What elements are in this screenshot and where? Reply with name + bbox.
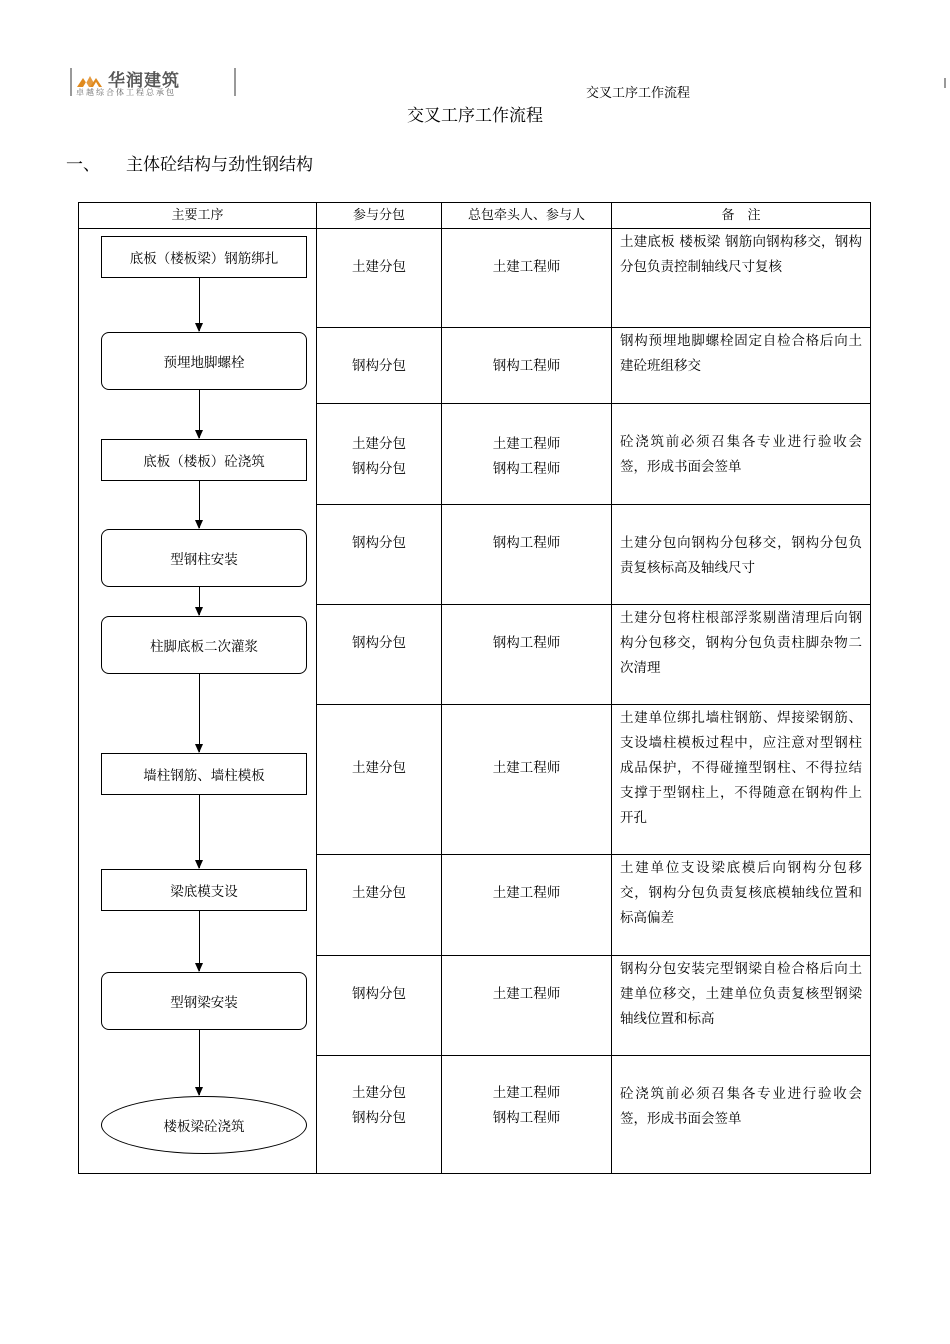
running-header: 交叉工序工作流程 [586,86,691,101]
header-main-step: 主要工序 [171,208,224,223]
header-subcontractor: 参与分包 [352,208,405,223]
subcontractor-cell: 土建分包 [352,259,406,275]
section-number: 一、 [66,155,100,175]
lead-cell: 土建工程师 钢构工程师 [492,436,561,477]
flow-step-label: 型钢柱安装 [170,552,238,568]
header-notes: 备 注 [721,208,761,223]
flow-step-box [101,972,307,1030]
subcontractor-cell: 钢构分包 [352,986,406,1002]
flow-arrow-icon [199,587,200,615]
section-title: 主体砼结构与劲性钢结构 [126,155,313,175]
flow-step-label: 楼板梁砼浇筑 [163,1119,245,1135]
flow-arrow-icon [199,674,200,752]
note-cell: 土建底板 楼板梁 钢筋向钢构移交，钢构分包负责控制轴线尺寸复核 [620,234,862,275]
flow-step-box [101,616,307,674]
flow-step-label: 型钢梁安装 [170,995,238,1011]
flow-step-box [101,439,307,481]
row-divider [317,327,870,328]
note-cell: 土建分包将柱根部浮浆剔凿清理后向钢构分包移交，钢构分包负责柱脚杂物二次清理 [620,610,862,676]
document-title-text: 交叉工序工作流程 [407,106,543,126]
lead-cell: 土建工程师 钢构工程师 [492,1085,561,1126]
row-divider [317,955,870,956]
flow-arrow-icon [199,481,200,528]
flow-step-box [101,236,307,278]
lead-cell: 土建工程师 [492,986,561,1002]
section-heading [66,150,313,175]
flow-step-label: 柱脚底板二次灌浆 [150,639,258,655]
flow-step-box [101,529,307,587]
subcontractor-cell: 土建分包 钢构分包 [352,1085,406,1126]
subcontractor-cell: 钢构分包 [352,358,406,374]
logo-name: 华润建筑 [108,71,180,91]
subcontractor-cell: 钢构分包 [352,535,406,551]
logo-mark-icon [76,70,102,88]
lead-cell: 土建工程师 [492,885,561,901]
lead-cell: 土建工程师 [492,760,561,776]
logo-divider-right [234,68,236,96]
flow-arrow-icon [199,1030,200,1095]
margin-mark [944,78,946,88]
note-cell: 土建分包向钢构分包移交，钢构分包负责复核标高及轴线尺寸 [620,535,862,576]
row-divider [317,704,870,705]
lead-cell: 钢构工程师 [492,535,561,551]
flow-arrow-icon [199,278,200,331]
flow-arrow-icon [199,390,200,438]
row-divider [317,1055,870,1056]
note-cell: 钢构分包安装完型钢梁自检合格后向土建单位移交，土建单位负责复核型钢梁轴线位置和标高 [620,961,862,1027]
note-cell: 砼浇筑前必须召集各专业进行验收会签，形成书面会签单 [620,1086,862,1127]
row-divider [317,403,870,404]
flow-step-box [101,1096,307,1154]
document-title [0,101,950,126]
flow-step-label: 墙柱钢筋、墙柱模板 [143,768,265,784]
flow-step-label: 底板（楼板）砼浇筑 [143,454,265,470]
flow-arrow-icon [199,911,200,971]
flow-step-label: 预埋地脚螺栓 [163,355,245,371]
flow-step-box [101,332,307,390]
column-divider [441,203,442,1173]
subcontractor-cell: 土建分包 钢构分包 [352,436,406,477]
row-divider [317,854,870,855]
flow-step-box [101,869,307,911]
lead-cell: 土建工程师 [492,259,561,275]
logo-divider [70,68,72,96]
subcontractor-cell: 土建分包 [352,760,406,776]
process-table [78,202,871,1174]
row-divider [317,604,870,605]
flow-arrow-icon [199,795,200,868]
column-divider [316,203,317,1173]
lead-cell: 钢构工程师 [492,358,561,374]
company-logo [70,68,236,98]
flow-step-label: 梁底模支设 [170,884,238,900]
flow-step-box [101,753,307,795]
flow-step-label: 底板（楼板梁）钢筋绑扎 [129,251,279,267]
note-cell: 钢构预埋地脚螺栓固定自检合格后向土建砼班组移交 [620,333,862,374]
subcontractor-cell: 钢构分包 [352,635,406,651]
row-divider [317,504,870,505]
note-cell: 土建单位支设梁底模后向钢构分包移交，钢构分包负责复核底模轴线位置和标高偏差 [620,860,862,926]
lead-cell: 钢构工程师 [492,635,561,651]
logo-slogan: 卓越综合体工程总承包 [76,88,176,97]
header-divider [79,228,870,229]
header-lead: 总包牵头人、参与人 [467,208,585,223]
subcontractor-cell: 土建分包 [352,885,406,901]
note-cell: 土建单位绑扎墙柱钢筋、焊接梁钢筋、支设墙柱模板过程中，应注意对型钢柱成品保护，不得碰撞型钢柱、不得拉结支撑于型钢柱上，不得随意在钢构件上开孔 [620,710,862,826]
note-cell: 砼浇筑前必须召集各专业进行验收会签，形成书面会签单 [620,434,862,475]
